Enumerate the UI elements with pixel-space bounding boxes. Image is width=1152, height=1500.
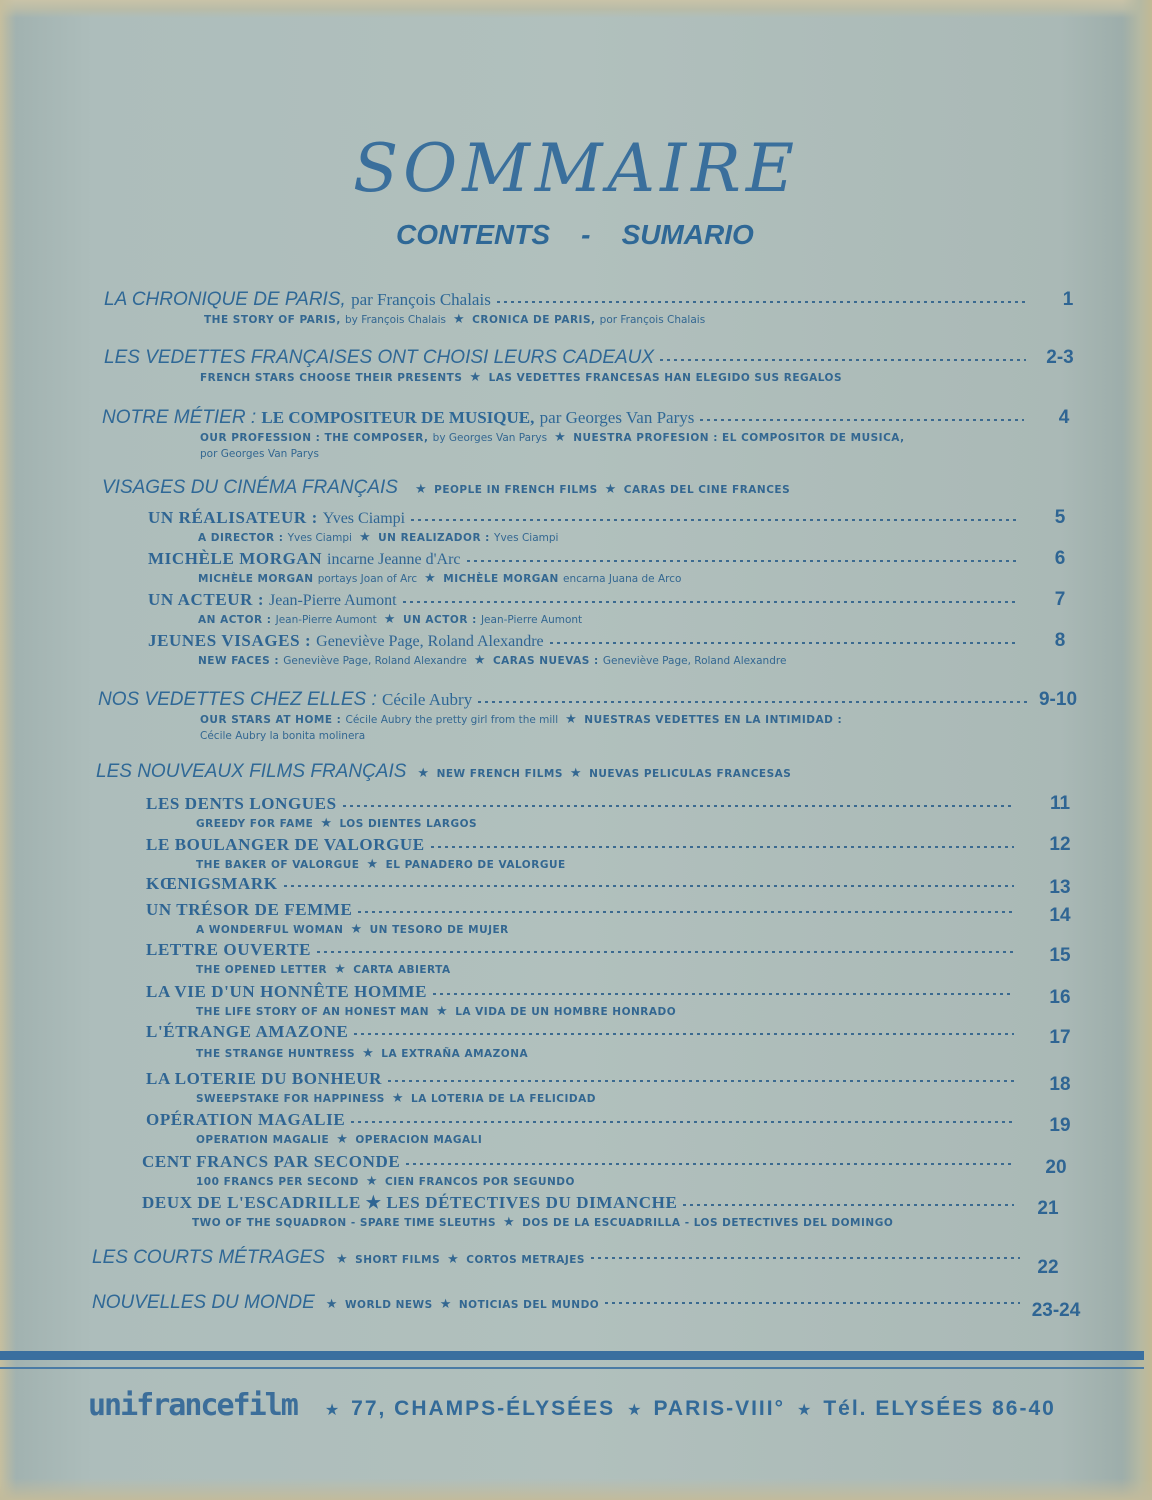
page-number: 23-24	[1031, 1300, 1081, 1321]
dot-leader	[429, 846, 1014, 848]
star-icon: ★	[334, 962, 347, 977]
toc-entry-realisateur	[148, 506, 1098, 546]
toc-film-10	[142, 1191, 1092, 1231]
film-title: L'ÉTRANGE AMAZONE	[146, 1022, 349, 1041]
film-translations: GREEDY FOR FAME ★ LOS DIENTES LARGOS	[196, 816, 478, 831]
toc-entry-morgan	[148, 547, 1098, 587]
toc-entry-chez-elles	[98, 688, 1108, 744]
toc-film-3	[146, 898, 1096, 938]
section-title: LES COURTS MÉTRAGES	[92, 1247, 325, 1268]
star-icon: ★	[365, 1174, 378, 1189]
toc-film-0	[146, 792, 1096, 832]
page-number: 11	[1049, 793, 1071, 814]
toc-film-7	[146, 1067, 1096, 1107]
film-title: UN TRÉSOR DE FEMME	[146, 900, 353, 919]
film-title: DEUX DE L'ESCADRILLE ★ LES DÉTECTIVES DU DIMANCHE	[142, 1193, 678, 1212]
dot-leader	[589, 1257, 1020, 1259]
star-icon: ★	[320, 816, 333, 831]
entry-translations: THE STORY OF PARIS, by François Chalais ★ CRONICA DE PARIS, por François Chalais	[204, 312, 706, 327]
entry-author: Jean-Pierre Aumont	[269, 592, 397, 609]
star-icon: ★	[383, 612, 396, 627]
section-title: VISAGES DU CINÉMA FRANÇAIS	[102, 477, 398, 498]
dot-leader	[409, 519, 1018, 521]
entry-title: NOS VEDETTES CHEZ ELLES :	[98, 689, 377, 710]
film-translations: THE STRANGE HUNTRESS ★ LA EXTRAÑA AMAZONA	[196, 1046, 529, 1061]
page-title: SOMMAIRE	[352, 130, 800, 207]
star-icon: ★	[336, 1132, 349, 1147]
toc-film-8	[146, 1108, 1096, 1148]
subtitle-sumario: SUMARIO	[621, 219, 754, 250]
section-title: NOUVELLES DU MONDE	[92, 1292, 315, 1313]
entry-translations: OUR STARS AT HOME : Cécile Aubry the pretty girl from the mill ★ NUESTRAS VEDETTES EN LA INTIMIDAD : Cécile Aubry la bonita molinera	[200, 712, 843, 742]
page-number: 19	[1049, 1115, 1071, 1136]
film-translations: 100 FRANCS PER SECOND ★ CIEN FRANCOS POR SEGUNDO	[196, 1174, 575, 1189]
dot-leader	[465, 560, 1019, 562]
toc-entry-jeunes-visages	[148, 629, 1098, 669]
film-title: OPÉRATION MAGALIE	[146, 1110, 346, 1129]
film-translations: THE BAKER OF VALORGUE ★ EL PANADERO DE VALORGUE	[196, 857, 566, 872]
star-icon: ★	[391, 1091, 405, 1106]
dot-leader	[349, 1121, 1014, 1123]
entry-title: MICHÈLE MORGAN	[148, 549, 323, 568]
page-number: 7	[1054, 589, 1066, 610]
toc-entry-vedettes	[104, 346, 1104, 386]
page-number: 13	[1049, 877, 1071, 898]
section-translations: ★ NEW FRENCH FILMS ★ NUEVAS PELICULAS FRANCESAS	[417, 766, 792, 781]
toc-film-5	[146, 980, 1096, 1020]
entry-author: Cécile Aubry	[382, 690, 473, 709]
paper-edge-top	[0, 0, 1152, 18]
entry-translations: A DIRECTOR : Yves Ciampi ★ UN REALIZADOR : Yves Ciampi	[198, 530, 559, 545]
subtitle-contents: CONTENTS	[396, 219, 550, 250]
entry-subject: LE COMPOSITEUR DE MUSIQUE,	[261, 408, 535, 427]
dot-leader	[658, 359, 1026, 361]
page-number: 17	[1049, 1027, 1071, 1048]
paper-edge-right	[1122, 0, 1152, 1500]
footer-phone: Tél. ELYSÉES 86-40	[823, 1397, 1056, 1420]
page-number: 20	[1045, 1157, 1067, 1178]
entry-translations: FRENCH STARS CHOOSE THEIR PRESENTS ★ LAS VEDETTES FRANCESAS HAN ELEGIDO SUS REGALOS	[200, 370, 843, 385]
page-number: 12	[1049, 834, 1071, 855]
page-subtitle	[396, 219, 754, 251]
subtitle-separator: -	[581, 219, 591, 250]
paper-edge-bottom	[0, 1478, 1152, 1500]
dot-leader	[431, 993, 1014, 995]
dot-leader	[352, 1033, 1014, 1035]
toc-entry-metier	[102, 406, 1102, 462]
star-icon: ★	[469, 370, 482, 385]
star-icon: ★	[335, 1252, 349, 1267]
dot-leader	[386, 1080, 1014, 1082]
entry-title: UN RÉALISATEUR :	[148, 508, 318, 527]
section-translations: ★ WORLD NEWS ★ NOTICIAS DEL MUNDO	[325, 1297, 600, 1312]
section-translations: ★ SHORT FILMS ★ CORTOS METRAJES	[335, 1252, 585, 1267]
toc-entry-courts-metrages	[92, 1244, 1102, 1278]
entry-author: par François Chalais	[351, 290, 491, 309]
star-icon: ★	[569, 766, 583, 781]
film-title: LA LOTERIE DU BONHEUR	[146, 1069, 383, 1088]
dot-leader	[401, 601, 1018, 603]
toc-entry-acteur	[148, 588, 1098, 628]
star-icon: ★	[604, 482, 617, 497]
page-number: 6	[1054, 548, 1066, 569]
star-icon: ★	[324, 1402, 340, 1419]
toc-entry-nouvelles-du-monde	[92, 1289, 1102, 1321]
section-title: LES NOUVEAUX FILMS FRANÇAIS	[96, 761, 407, 782]
dot-leader	[548, 642, 1018, 644]
toc-film-4	[146, 938, 1096, 978]
page-number: 4	[1058, 407, 1070, 428]
page-number: 2-3	[1046, 347, 1074, 368]
star-icon: ★	[473, 653, 486, 668]
footer-address: 77, CHAMPS-ÉLYSÉES	[351, 1397, 616, 1420]
star-icon: ★	[358, 530, 372, 545]
film-title: LES DENTS LONGUES	[146, 794, 337, 813]
star-icon: ★	[439, 1297, 452, 1312]
film-title: KŒNIGSMARK	[146, 874, 278, 893]
star-icon: ★	[366, 857, 379, 872]
paper-edge-left	[0, 0, 16, 1500]
entry-author: par Georges Van Parys	[539, 408, 695, 427]
page-number: 21	[1037, 1198, 1059, 1219]
entry-author: Yves Ciampi	[322, 510, 406, 527]
toc-film-2	[146, 872, 1096, 896]
page-number: 5	[1054, 507, 1066, 528]
dot-leader	[698, 419, 1024, 421]
star-icon: ★	[565, 712, 578, 727]
page-number: 18	[1049, 1074, 1071, 1095]
star-icon: ★	[503, 1215, 516, 1230]
entry-title: NOTRE MÉTIER :	[102, 407, 257, 428]
star-icon: ★	[424, 571, 437, 586]
dot-leader	[476, 701, 1028, 703]
dot-leader	[356, 911, 1014, 913]
page-number: 22	[1037, 1257, 1059, 1278]
entry-translations: NEW FACES : Geneviève Page, Roland Alexandre ★ CARAS NUEVAS : Geneviève Page, Roland Alexandre	[198, 653, 787, 668]
film-translations: OPERATION MAGALIE ★ OPERACION MAGALI	[196, 1132, 483, 1147]
page-number: 1	[1062, 289, 1074, 310]
star-icon: ★	[325, 1297, 338, 1312]
star-icon: ★	[627, 1402, 642, 1419]
entry-author: incarne Jeanne d'Arc	[327, 551, 461, 568]
dot-leader	[282, 885, 1014, 887]
dot-leader	[495, 301, 1026, 303]
footer-city: PARIS-VIII°	[653, 1397, 785, 1420]
entry-translations: MICHÈLE MORGAN portays Joan of Arc ★ MICHÈLE MORGAN encarna Juana de Arco	[198, 571, 682, 586]
dot-leader	[341, 805, 1014, 807]
entry-author: Geneviève Page, Roland Alexandre	[316, 633, 544, 650]
film-translations: A WONDERFUL WOMAN ★ UN TESORO DE MUJER	[196, 922, 509, 937]
toc-section-visages	[102, 474, 1102, 502]
page-number: 14	[1049, 905, 1071, 926]
toc-film-9	[142, 1150, 1092, 1190]
star-icon: ★	[447, 1252, 460, 1267]
page-number: 8	[1054, 630, 1066, 651]
toc-entry-chronique	[104, 288, 1104, 328]
entry-translations: AN ACTOR : Jean-Pierre Aumont ★ UN ACTOR : Jean-Pierre Aumont	[198, 612, 583, 627]
entry-translations: OUR PROFESSION : THE COMPOSER, by Georges Van Parys ★ NUESTRA PROFESION : EL COMPOSITOR DE MUSICA, por Georges Van Parys	[200, 430, 905, 460]
star-icon: ★	[414, 482, 428, 497]
entry-title: LES VEDETTES FRANÇAISES ONT CHOISI LEURS CADEAUX	[104, 347, 655, 368]
star-icon: ★	[362, 1046, 375, 1061]
star-icon: ★	[554, 430, 567, 445]
dot-leader	[315, 951, 1014, 953]
star-icon: ★	[417, 766, 430, 781]
section-translations: ★ PEOPLE IN FRENCH FILMS ★ CARAS DEL CINE FRANCES	[414, 482, 791, 497]
footer-rule-thin	[0, 1367, 1144, 1369]
page-number: 9-10	[1038, 689, 1078, 710]
star-icon: ★	[350, 922, 363, 937]
dot-leader	[681, 1204, 1014, 1206]
page-number: 16	[1049, 987, 1071, 1008]
star-icon: ★	[436, 1004, 449, 1019]
dot-leader	[404, 1163, 1014, 1165]
toc-section-nouveaux-films	[96, 758, 1096, 786]
toc-film-1	[146, 833, 1096, 873]
entry-title: LA CHRONIQUE DE PARIS,	[104, 289, 346, 310]
page-number: 15	[1049, 945, 1071, 966]
film-translations: THE OPENED LETTER ★ CARTA ABIERTA	[196, 962, 451, 977]
star-icon: ★	[797, 1402, 812, 1419]
entry-title: UN ACTEUR :	[148, 590, 265, 609]
unifrancefilm-logo: unifrancefilm	[88, 1388, 297, 1423]
entry-title: JEUNES VISAGES :	[148, 631, 312, 650]
film-title: LA VIE D'UN HONNÊTE HOMME	[146, 982, 428, 1001]
film-translations: TWO OF THE SQUADRON - SPARE TIME SLEUTHS ★ DOS DE LA ESCUADRILLA - LOS DETECTIVES DEL DOMINGO	[192, 1215, 894, 1230]
star-icon: ★	[453, 312, 466, 327]
film-title: LETTRE OUVERTE	[146, 940, 312, 959]
toc-film-6	[146, 1020, 1096, 1062]
film-translations: SWEEPSTAKE FOR HAPPINESS ★ LA LOTERIA DE LA FELICIDAD	[196, 1091, 596, 1106]
dot-leader	[603, 1302, 1020, 1304]
film-title: LE BOULANGER DE VALORGUE	[146, 835, 425, 854]
publisher-footer	[88, 1388, 1088, 1438]
film-translations: THE LIFE STORY OF AN HONEST MAN ★ LA VIDA DE UN HOMBRE HONRADO	[196, 1004, 677, 1019]
film-title: CENT FRANCS PAR SECONDE	[142, 1152, 401, 1171]
footer-rule-thick	[0, 1351, 1144, 1360]
